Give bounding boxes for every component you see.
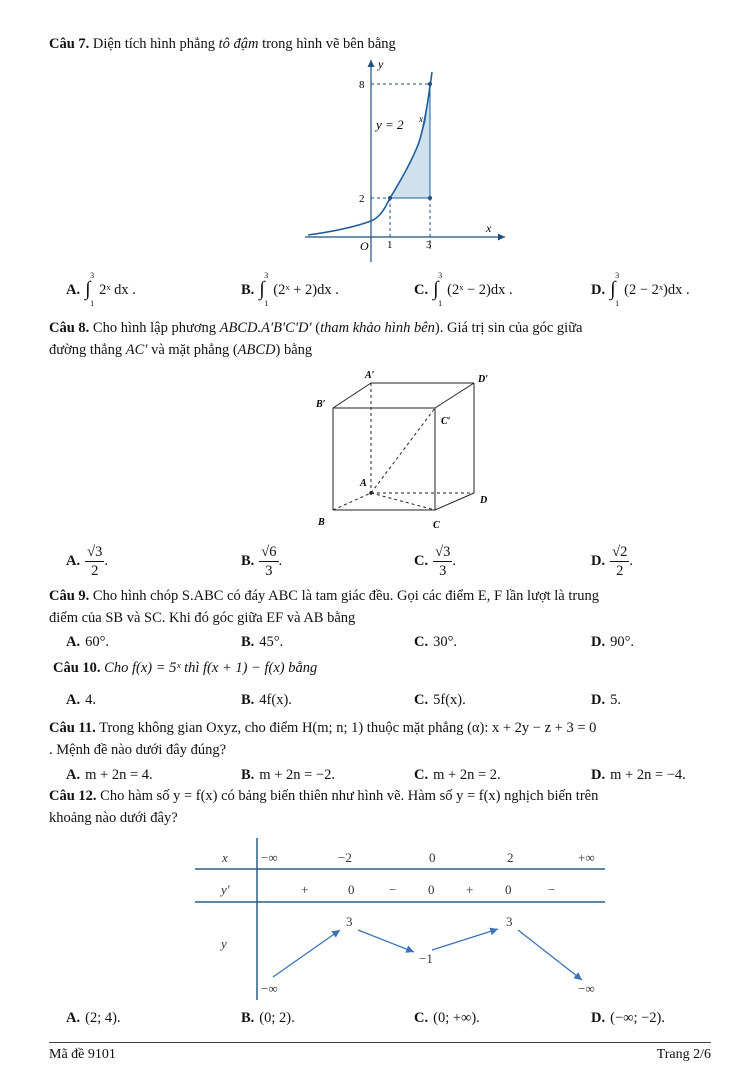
svg-text:C′: C′ — [441, 416, 451, 427]
svg-text:0: 0 — [428, 882, 435, 897]
svg-text:0: 0 — [429, 850, 436, 865]
svg-text:+∞: +∞ — [578, 850, 595, 865]
option-d[interactable]: D. 90°. — [591, 634, 635, 650]
option-b[interactable]: B. ∫ 3 1 (2ˣ + 2)dx . — [241, 270, 339, 308]
question-10-stem: Câu 10. Cho f(x) = 5ˣ thì f(x + 1) − f(x) bằng — [53, 660, 318, 676]
option-a[interactable]: A. $\frac{√3}{2}$ . — [66, 544, 108, 580]
option-c[interactable]: C. (0; +∞). — [414, 1010, 480, 1026]
q12-options — [66, 1005, 716, 1031]
option-a[interactable]: A. 60°. — [66, 634, 110, 650]
svg-text:C: C — [433, 520, 440, 531]
page-number: Trang 2/6 — [656, 1047, 711, 1062]
svg-text:D′: D′ — [478, 374, 489, 385]
svg-text:0: 0 — [348, 882, 355, 897]
q8-options — [66, 538, 716, 584]
svg-text:−: − — [389, 882, 397, 897]
option-b[interactable]: B. $\frac{√6}{3}$ . — [241, 544, 283, 580]
option-c[interactable]: C. 30°. — [414, 634, 458, 650]
option-c[interactable]: C. m + 2n = 2. — [414, 767, 501, 783]
page-footer — [49, 1042, 711, 1062]
option-d[interactable]: D. ∫ 3 1 (2 − 2ˣ)dx . — [591, 270, 690, 308]
svg-text:−2: −2 — [338, 850, 352, 865]
option-b[interactable]: B. 4f(x). — [241, 692, 292, 708]
shaded-region — [390, 84, 430, 198]
q7-options — [66, 270, 716, 308]
tick-8: 8 — [359, 79, 365, 91]
question-9-stem: Câu 9. Cho hình chóp S.ABC có đáy ABC là tam giác đều. Gọi các điểm E, F lần lượt là trung điểm của SB và SC. Khi đó góc giữa EF và AB bằng — [49, 588, 599, 626]
svg-text:x: x — [419, 114, 423, 124]
question-label: Câu 7. — [49, 36, 90, 52]
row-yprime-label: y′ — [221, 882, 230, 897]
option-b[interactable]: B. 45°. — [241, 634, 284, 650]
svg-text:B′: B′ — [316, 399, 326, 410]
option-d[interactable]: D. m + 2n = −4. — [591, 767, 686, 783]
question-11-stem: Câu 11. Trong không gian Oxyz, cho điểm H(m; n; 1) thuộc mặt phẳng (α): x + 2y − z + 3 = 0 . Mệnh đề nào dưới đây đúng? — [49, 720, 597, 758]
option-c[interactable]: C. ∫ 3 1 (2ˣ − 2)dx . — [414, 270, 513, 308]
option-d[interactable]: D. 5. — [591, 692, 621, 708]
option-d[interactable]: D. $\frac{√2}{2}$ . — [591, 544, 633, 580]
option-a[interactable]: A. 4. — [66, 692, 96, 708]
svg-text:0: 0 — [505, 882, 512, 897]
q11-options — [66, 765, 716, 785]
exam-code: Mã đề 9101 — [49, 1047, 116, 1062]
option-b[interactable]: B. m + 2n = −2. — [241, 767, 335, 783]
svg-text:−∞: −∞ — [261, 850, 278, 865]
tick-3: 3 — [426, 239, 432, 251]
question-8-stem: Câu 8. Cho hình lập phương ABCD.A′B′C′D′ (tham khảo hình bên). Giá trị sin của góc giữa đường thẳng AC′ và mặt phẳng (ABCD) bằng — [49, 320, 583, 358]
svg-text:B: B — [318, 517, 325, 528]
svg-text:A′: A′ — [365, 370, 375, 381]
svg-text:−∞: −∞ — [578, 981, 595, 996]
svg-text:−1: −1 — [419, 951, 433, 966]
svg-text:3: 3 — [346, 914, 353, 929]
option-a[interactable]: A. (2; 4). — [66, 1010, 121, 1026]
y-axis-label: y — [378, 57, 384, 71]
q9-options — [66, 629, 716, 655]
svg-text:+: + — [466, 882, 474, 897]
x-axis-label: x — [486, 221, 492, 235]
origin-label: O — [360, 239, 369, 253]
svg-text:+: + — [301, 882, 309, 897]
option-a[interactable]: A. ∫ 3 1 2ˣ dx . — [66, 270, 136, 308]
svg-text:A: A — [360, 478, 367, 489]
row-y-label: y — [221, 936, 227, 951]
svg-text:−∞: −∞ — [261, 981, 278, 996]
tick-1: 1 — [387, 239, 393, 251]
tick-2: 2 — [359, 193, 365, 205]
curve-label: y = 2 — [376, 117, 404, 132]
option-d[interactable]: D. (−∞; −2). — [591, 1010, 665, 1026]
svg-text:−: − — [548, 882, 556, 897]
svg-text:D: D — [480, 495, 488, 506]
q10-options — [66, 687, 716, 713]
question-12-stem: Câu 12. Cho hàm số y = f(x) có bảng biến thiên như hình vẽ. Hàm số y = f(x) nghịch biến trên khoảng nào dưới đây? — [49, 788, 599, 826]
question-7-stem: Câu 7. Diện tích hình phẳng tô đậm trong hình vẽ bên bằng — [49, 36, 396, 52]
option-b[interactable]: B. (0; 2). — [241, 1010, 295, 1026]
row-x-label: x — [222, 850, 228, 865]
svg-text:2: 2 — [507, 850, 514, 865]
variation-table — [190, 835, 610, 1005]
svg-text:3: 3 — [506, 914, 513, 929]
q8-cube-figure — [310, 366, 500, 536]
option-c[interactable]: C. $\frac{√3}{3}$ . — [414, 544, 456, 580]
curve-2x — [308, 72, 432, 235]
option-c[interactable]: C. 5f(x). — [414, 692, 466, 708]
q7-graph-figure — [300, 55, 510, 265]
option-a[interactable]: A. m + 2n = 4. — [66, 767, 153, 783]
